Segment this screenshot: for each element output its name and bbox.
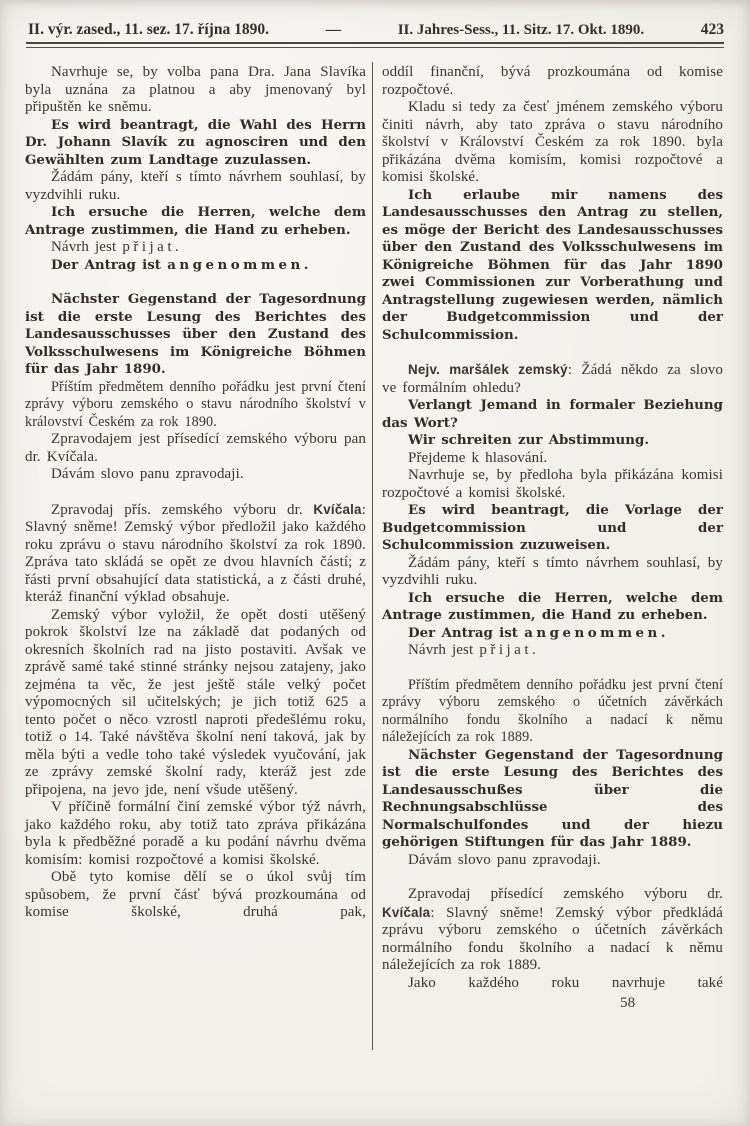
- paragraph: [382, 642, 723, 660]
- paragraph-german: Ich ersuche die Herren, welche dem Antrage zustimmen, die Hand zu erheben.: [25, 204, 366, 238]
- text-run: Der Antrag ist: [408, 624, 525, 641]
- paragraph: Zemský výbor vyložil, že opět dosti utěšený pokrok školství lze na základě dat podaných od okresních školních rad na jisto postaviti. Avšak ve zprávě samé také stinné stránky nejsou zatajeny, jako zejména ta věc, že jest ještě stále velký počet výpomocných sil učitelských; je jich totiž 625 a tento počet o něco vzrostl naproti předešlému roku, totiž o 14. Také návštěva školní není taková, jak by měla býti a vedle toho také výsledek vyučování, jak ze zprávy zemské školní rady, kteráž jest zde připojena, na jevo jde, není všude utěšený.: [25, 606, 366, 798]
- text-run: : Slavný sněme! Zemský výbor předložil jako každého roku zprávu o stavu národního školství za rok 1890. Zpráva tato skládá se opět ze dvou hlavních částí; z řásti první obsahující data statistická, a z části druhé, kteráž finanční výklad obsahuje.: [25, 501, 366, 605]
- text-run: .: [531, 642, 536, 658]
- paragraph: oddíl finanční, bývá prozkoumána od komise rozpočtové.: [382, 64, 723, 98]
- sheet-signature-number: 58: [620, 995, 636, 1011]
- paragraph: Jako každého roku navrhuje také: [408, 974, 723, 991]
- paragraph-german: Es wird beantragt, die Wahl des Herrn Dr. Johann Slavík zu agnosciren und den Gewählten zum Landtage zuzulassen.: [25, 116, 366, 168]
- header-czech-session: II. výr. zased., 11. sez. 17. října 1890.: [28, 21, 269, 38]
- agenda-announcement-czech: Příštím předmětem denního pořádku jest první čtení zprávy výboru zemského o stavu národního školství v království Českém za rok 1890.: [25, 378, 366, 430]
- paragraph-german: Wir schreiten zur Abstimmung.: [408, 432, 650, 448]
- letterspaced-word: přijat: [479, 642, 532, 658]
- paragraph: Navrhuje se, by předloha byla přikázána komisi rozpočtové a komisi školské.: [382, 467, 723, 501]
- text-run: Návrh jest: [408, 642, 480, 658]
- speech-paragraph: [382, 886, 723, 975]
- paragraph-german: [25, 257, 366, 275]
- paragraph-german: Ich erlaube mir namens des Landesausschusses den Antrag zu stellen, es möge der Bericht des Landesausschusses über den Zustand des Volksschulwesens im Königreiche Böhmen für das Jahr 1890 zwei Commissionen zur Vorberathung und Antragstellung zugewiesen werden, nämlich der Budgetcommission und der Schulcommission.: [382, 186, 723, 343]
- text-run: .: [303, 256, 309, 273]
- paragraph: Žádám pány, kteří s tímto návrhem souhlasí, by vyzdvihli ruku.: [25, 169, 366, 203]
- text-run: Návrh jest: [51, 239, 123, 255]
- right-column: [382, 64, 723, 1013]
- speaker-name: Kvíčala: [382, 904, 431, 920]
- paragraph-german: Ich ersuche die Herren, welche dem Antrage zustimmen, die Hand zu erheben.: [382, 589, 723, 623]
- letterspaced-word: přijat: [122, 239, 175, 255]
- text-run: Zpravodaj přís. zemského výboru dr.: [51, 501, 314, 518]
- speaker-name: Nejv. maršálek zemský: [408, 362, 568, 377]
- agenda-announcement-czech: Příštím předmětem denního pořádku jest první čtení zprávy výboru zemského o účetních závěrkách normálního fondu školního a nadací k němu náležejících za rok 1889.: [382, 676, 723, 745]
- text-run: Der Antrag ist: [51, 256, 168, 273]
- paragraph: [25, 239, 366, 257]
- paragraph: Navrhuje se, by volba pana Dra. Jana Slavíka byla uznána za platnou a aby jmenovaný byl připuštěn ke sněmu.: [25, 64, 366, 115]
- agenda-announcement-german: Nächster Gegenstand der Tagesordnung ist die erste Lesung des Berichtes des Landesausschusses über den Zustand des Volksschulwesens im Königreiche Böhmen für das Jahr 1890.: [25, 291, 366, 377]
- speech-paragraph: [382, 361, 723, 397]
- header-separator: —: [325, 21, 342, 38]
- paragraph-german: Verlangt Jemand in formaler Beziehung das Wort?: [382, 397, 723, 431]
- letterspaced-word: angenommen: [167, 256, 304, 273]
- paragraph-german: [382, 625, 723, 643]
- text-run: .: [660, 624, 666, 641]
- agenda-announcement-german: Nächster Gegenstand der Tagesordnung ist die erste Lesung des Berichtes des Landesausschußes über die Rechnungsabschlüsse des Normalschulfondes und der hiezu gehörigen Stiftungen für das Jahr 1889.: [382, 746, 723, 850]
- header-page-number: 423: [700, 21, 724, 38]
- text-run: : Slavný sněme! Zemský výbor předkládá zprávu výboru zemského o účetních závěrkách normálního fondu školního a nadací k němu náležejících za rok 1889.: [382, 904, 723, 973]
- column-divider: [372, 62, 373, 1050]
- paragraph: Přejdeme k hlasování.: [408, 449, 548, 466]
- paragraph: Žádám pány, kteří s tímto návrhem souhlasí, by vyzdvihli ruku.: [382, 554, 723, 588]
- paragraph: Zpravodajem jest přísedící zemského výboru pan dr. Kvíčala.: [25, 431, 366, 465]
- paragraph: Kladu si tedy za česť jménem zemského výboru činiti návrh, aby tato zpráva o stavu národního školství v Království Českém za rok 1890. byla přikázána dvěma komisím, komisi rozpočtové a komisi školské.: [382, 99, 723, 185]
- paragraph: Obě tyto komise dělí se o úkol svůj tím spůsobem, že první čásť bývá prozkoumána od komise školské, druhá pak,: [25, 869, 366, 920]
- speaker-name: Kvíčala: [313, 501, 362, 517]
- text-run: Zpravodaj přísedící zemského výboru dr.: [408, 886, 723, 902]
- text-run: .: [174, 239, 179, 255]
- paragraph: Dávám slovo panu zpravodaji.: [408, 851, 601, 868]
- header-german-session: II. Jahres-Sess., 11. Sitz. 17. Okt. 1890.: [397, 22, 645, 38]
- text-run: : Žádá někdo za slovo ve formálním ohledu?: [382, 362, 723, 396]
- paragraph-german: Es wird beantragt, die Vorlage der Budgetcommission und der Schulcommission zuzuweisen.: [382, 502, 723, 553]
- left-column: [25, 64, 366, 922]
- running-header: [28, 21, 724, 39]
- speech-paragraph: [25, 501, 366, 607]
- header-double-rule: [26, 42, 724, 48]
- paragraph: Dávám slovo panu zpravodaji.: [51, 466, 244, 482]
- paragraph: V příčině formální činí zemské výbor týž návrh, jako každého roku, aby totiž tato zpráva přikázána byla k předběžné poradě a ku podání návrhu dvěma komisím: komisi rozpočtové a komisi školské.: [25, 799, 366, 868]
- letterspaced-word: angenommen: [524, 624, 661, 641]
